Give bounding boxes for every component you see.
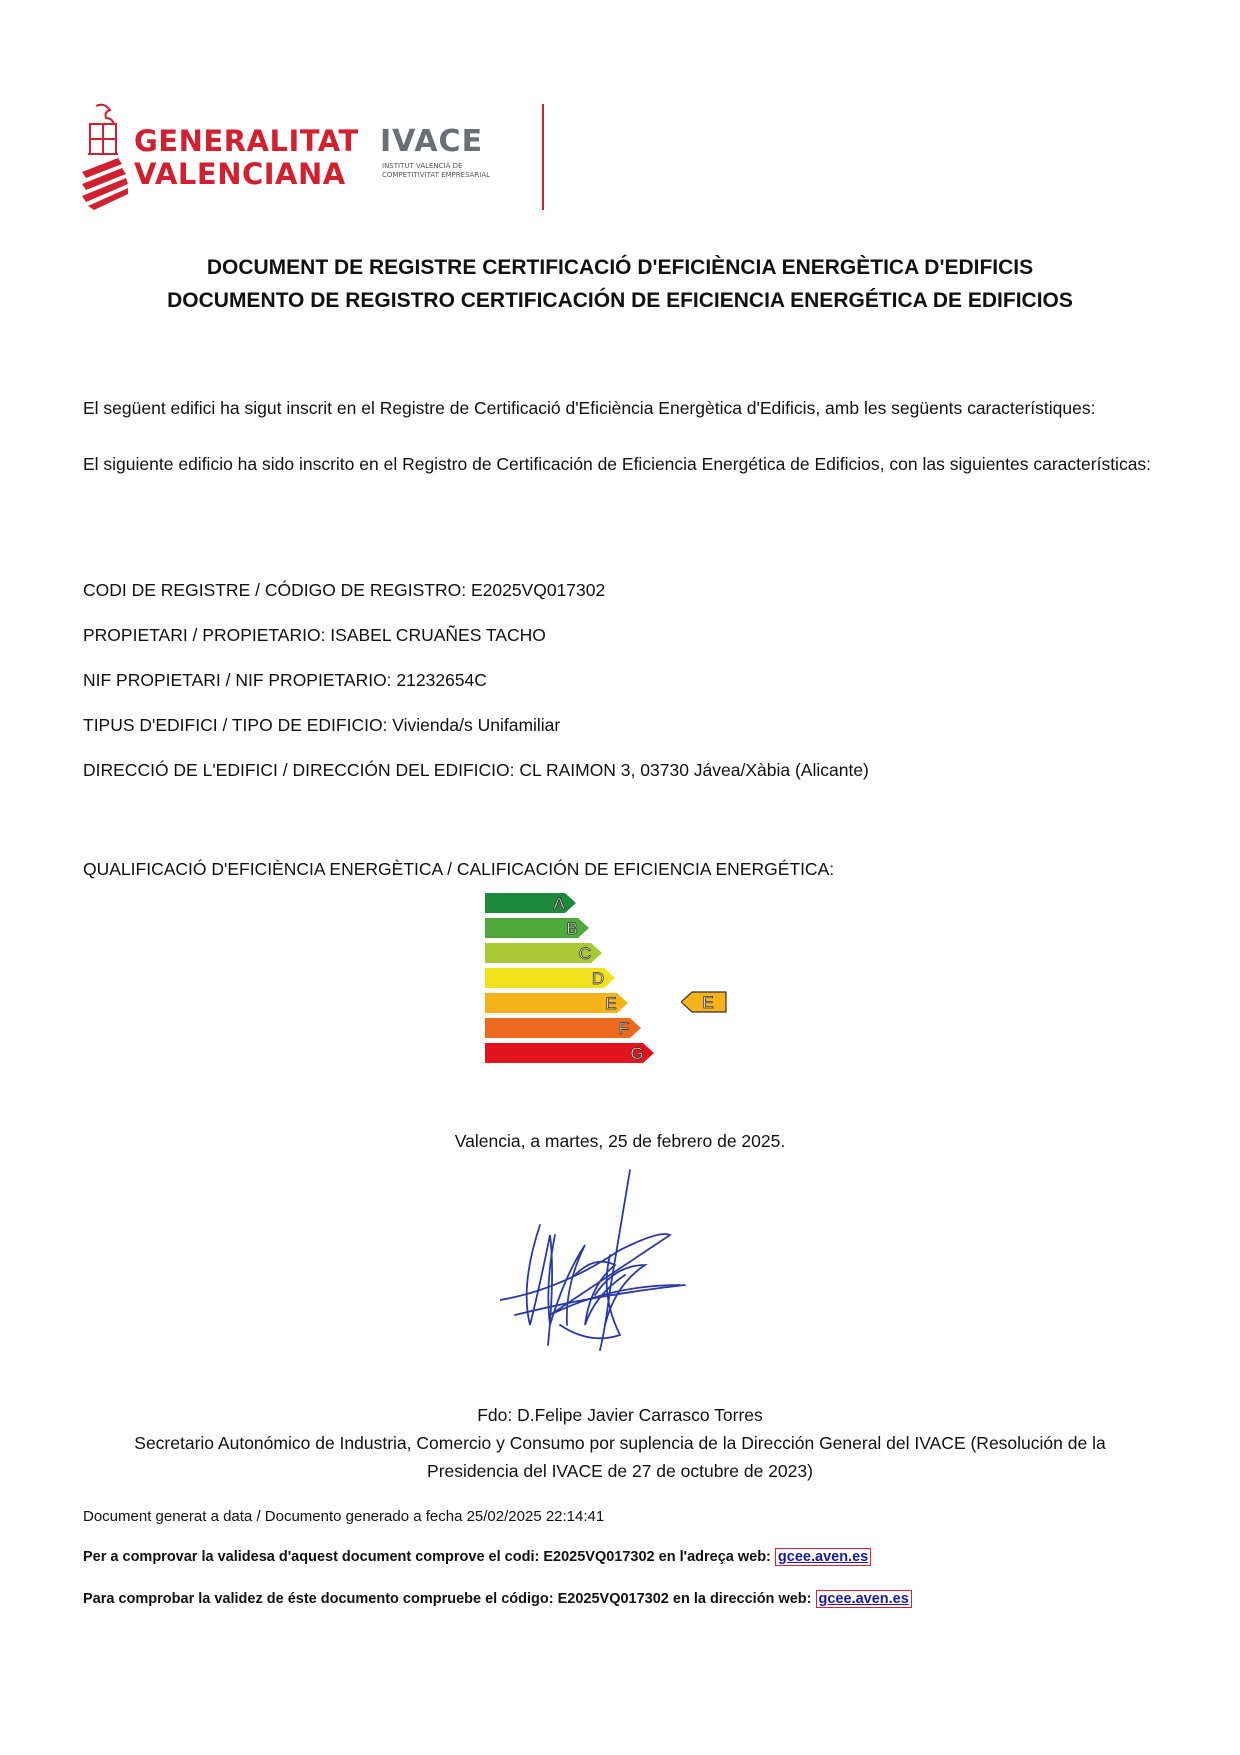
- generated-date: Document generat a data / Documento generado a fecha 25/02/2025 22:14:41: [83, 1508, 605, 1525]
- energy-bar-b: [485, 918, 590, 938]
- verify-link-valencian[interactable]: gcee.aven.es: [775, 1548, 871, 1566]
- energy-bar-letter-c: C: [578, 944, 592, 963]
- energy-bar-shape-g: [485, 1043, 654, 1063]
- energy-bar-a: [485, 893, 577, 913]
- energy-bar-e: [485, 993, 629, 1013]
- gv-emblem-icon: [82, 102, 130, 212]
- energy-bar-f: [485, 1018, 642, 1038]
- energy-bar-c: [485, 943, 603, 963]
- generalitat-valenciana-logo: [82, 102, 359, 212]
- rating-heading: QUALIFICACIÓ D'EFICIÈNCIA ENERGÈTICA / CALIFICACIÓN DE EFICIENCIA ENERGÉTICA:: [83, 859, 835, 879]
- document-title-spanish: DOCUMENTO DE REGISTRO CERTIFICACIÓN DE EFICIENCIA ENERGÉTICA DE EDIFICIOS: [167, 289, 1073, 312]
- energy-bar-d: [485, 968, 616, 988]
- energy-bar-letter-e: E: [605, 994, 617, 1013]
- selected-rating-pointer: [681, 991, 727, 1013]
- energy-bar-shape-f: [485, 1018, 641, 1038]
- place-date: Valencia, a martes, 25 de febrero de 2025.: [454, 1131, 786, 1151]
- energy-bar-letter-d: D: [591, 969, 605, 988]
- verify-text-spanish: Para comprobar la validez de éste documento compruebe el código: E2025VQ017302 en la dirección web: gcee.aven.es: [83, 1591, 912, 1607]
- owner: PROPIETARI / PROPIETARIO: ISABEL CRUAÑES TACHO: [83, 625, 546, 645]
- gv-name-line2: VALENCIANA: [134, 157, 346, 191]
- signer-position-line1: Secretario Autonómico de Industria, Comercio y Consumo por suplencia de la Dirección General del IVACE (Resolución de la: [134, 1433, 1106, 1453]
- owner-nif: NIF PROPIETARI / NIF PROPIETARIO: 21232654C: [83, 670, 487, 690]
- pointer-letter: E: [702, 993, 714, 1012]
- ivace-logo: [380, 124, 500, 194]
- energy-bar-g: [485, 1043, 655, 1063]
- signed-by: Fdo: D.Felipe Javier Carrasco Torres: [477, 1405, 763, 1425]
- verify-link-spanish[interactable]: gcee.aven.es: [816, 1590, 912, 1608]
- building-type: TIPUS D'EDIFICI / TIPO DE EDIFICIO: Vivienda/s Unifamiliar: [83, 715, 561, 735]
- gv-name-line1: GENERALITAT: [134, 124, 359, 158]
- intro-valencian: El següent edifici ha sigut inscrit en el Registre de Certificació d'Eficiència Energètica d'Edificis, amb les següents característiques:: [83, 398, 1096, 418]
- header-divider: [542, 104, 544, 210]
- energy-bar-letter-a: A: [553, 894, 565, 913]
- energy-bar-letter-f: F: [618, 1019, 630, 1038]
- energy-rating-scale: [485, 893, 745, 1073]
- signer-position-line2: Presidencia del IVACE de 27 de octubre de 2023): [427, 1461, 813, 1481]
- registry-code: CODI DE REGISTRE / CÓDIGO DE REGISTRO: E2025VQ017302: [83, 580, 606, 600]
- building-address: DIRECCIÓ DE L'EDIFICI / DIRECCIÓN DEL EDIFICIO: CL RAIMON 3, 03730 Jávea/Xàbia (Alicante): [83, 760, 869, 780]
- signature-image: [500, 1165, 730, 1360]
- energy-bar-letter-g: G: [630, 1044, 644, 1063]
- ivace-wordmark: IVACE: [380, 124, 484, 159]
- document-title-valencian: DOCUMENT DE REGISTRE CERTIFICACIÓ D'EFICIÈNCIA ENERGÈTICA D'EDIFICIS: [206, 256, 1034, 279]
- ivace-subtitle: INSTITUT VALENCIÀ DE COMPETITIVITAT EMPRESARIAL: [382, 162, 491, 179]
- verify-text-valencian: Per a comprovar la validesa d'aquest document comprove el codi: E2025VQ017302 en l'adreça web: gcee.aven.es: [83, 1549, 871, 1565]
- intro-spanish: El siguiente edificio ha sido inscrito en el Registro de Certificación de Eficiencia Energética de Edificios, con las siguientes características:: [83, 454, 1152, 474]
- energy-bar-letter-b: B: [566, 919, 578, 938]
